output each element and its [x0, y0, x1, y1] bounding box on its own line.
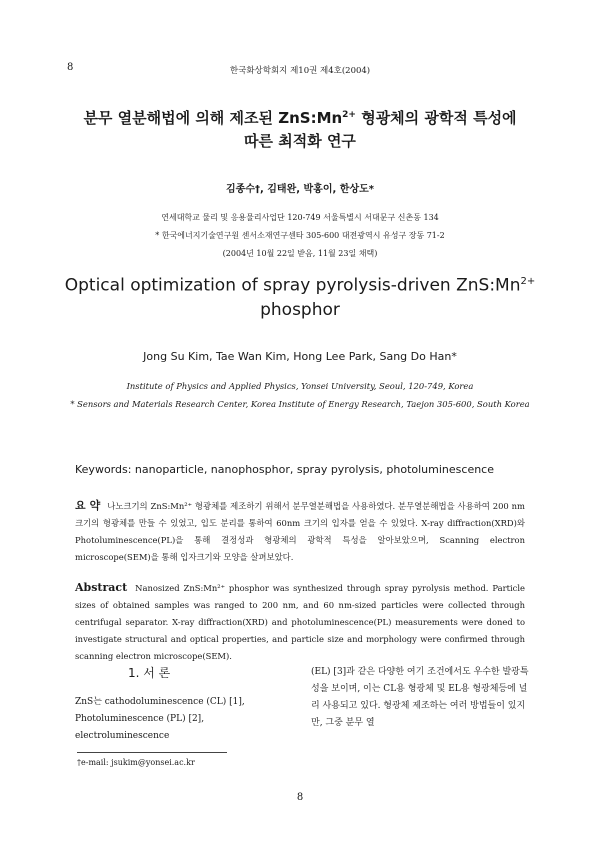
korean-authors: 김종수†, 김태완, 박홍이, 한상도* [226, 184, 374, 195]
korean-abstract-text: 나노크기의 ZnS:Mn²⁺ 형광체를 제조하기 위해서 분무열분해법을 사용하였다. 분무열분해법을 사용하여 200 nm 크기의 형광체를 만들 수 있었고, 입도 분리를 통하여 60nm 크기의 입자를 얻을 수 있었다. X-ray diffraction(XRD)와 Photoluminescence(PL)을 통해 결정성과 형광체의 광학적 특성을 알아보았으며, Scanning electron microscope(SEM)을 통해 입자크기와 모양을 살펴보았다. [75, 501, 525, 562]
section-heading: 1. 서 론 [128, 666, 171, 680]
english-authors: Jong Su Kim, Tae Wan Kim, Hong Lee Park, Sang Do Han* [143, 350, 457, 363]
korean-affiliation-1: 연세대학교 물리 및 응용물리사업단 120-749 서울특별시 서대문구 신촌동 134 [161, 213, 439, 222]
header-page-number: 8 [67, 62, 74, 73]
received-date: (2004년 10월 22일 받음, 11월 23일 채택) [222, 249, 378, 258]
english-title-line1 [0, 270, 600, 298]
english-abstract [75, 579, 525, 665]
english-title [0, 270, 600, 322]
korean-title [0, 104, 600, 153]
korean-title-line1-rest: 형광체의 광학적 특성에 [355, 109, 517, 127]
korean-title-line1-text: 분무 열분해법에 의해 제조된 ZnS:Mn [83, 109, 343, 127]
korean-title-line1 [0, 104, 600, 130]
keywords: Keywords: nanoparticle, nanophosphor, spray pyrolysis, photoluminescence [75, 463, 494, 476]
korean-affiliation-2: * 한국에너지기술연구원 센서소재연구센타 305-600 대전광역시 유성구 장동 71-2 [155, 231, 445, 240]
english-affiliation-2: * Sensors and Materials Research Center, Korea Institute of Energy Research, Taejon 305-600, South Korea [70, 399, 530, 409]
intro-left-column: ZnS는 cathodoluminescence (CL) [1], Photoluminescence (PL) [2], electroluminescence [75, 697, 245, 741]
english-abstract-text: Nanosized ZnS:Mn²⁺ phosphor was synthesized through spray pyrolysis method. Particle sizes of obtained samples was ranged to 200 nm, and 60 nm-sized particles were collected through centrifugal separator. X-ray diffraction(XRD) and photoluminescence(PL) measurements were doned to investigate structural and optical properties, and particle size and morphology were confirmed through scanning electron microscope(SEM). [75, 583, 526, 661]
english-abstract-label: Abstract [75, 581, 128, 594]
korean-title-superscript: 2+ [342, 110, 356, 120]
english-title-line2: phosphor [260, 299, 340, 320]
korean-abstract-label: 요 약 [75, 499, 101, 512]
english-title-superscript: 2+ [520, 276, 536, 287]
korean-title-line2: 따른 최적화 연구 [244, 132, 356, 150]
korean-abstract [75, 497, 525, 566]
footnote-email: †e-mail: jsukim@yonsei.ac.kr [77, 758, 195, 767]
footnote-divider [77, 752, 227, 753]
header-journal-info: 한국화상학회지 제10권 제4호(2004) [229, 66, 371, 76]
footer-page-number: 8 [296, 792, 304, 803]
intro-right-column: (EL) [3]과 같은 다양한 여기 조건에서도 우수한 발광특성을 보이며, 이는 CL용 형광체 및 EL용 형광체등에 널리 사용되고 있다. 형광체 제조하는 여러 방법들이 있지만, 그중 분무 열 [311, 667, 529, 728]
english-affiliation-1: Institute of Physics and Applied Physics, Yonsei University, Seoul, 120-749, Korea [126, 381, 474, 391]
english-title-line1-text: Optical optimization of spray pyrolysis-driven ZnS:Mn [64, 275, 521, 296]
